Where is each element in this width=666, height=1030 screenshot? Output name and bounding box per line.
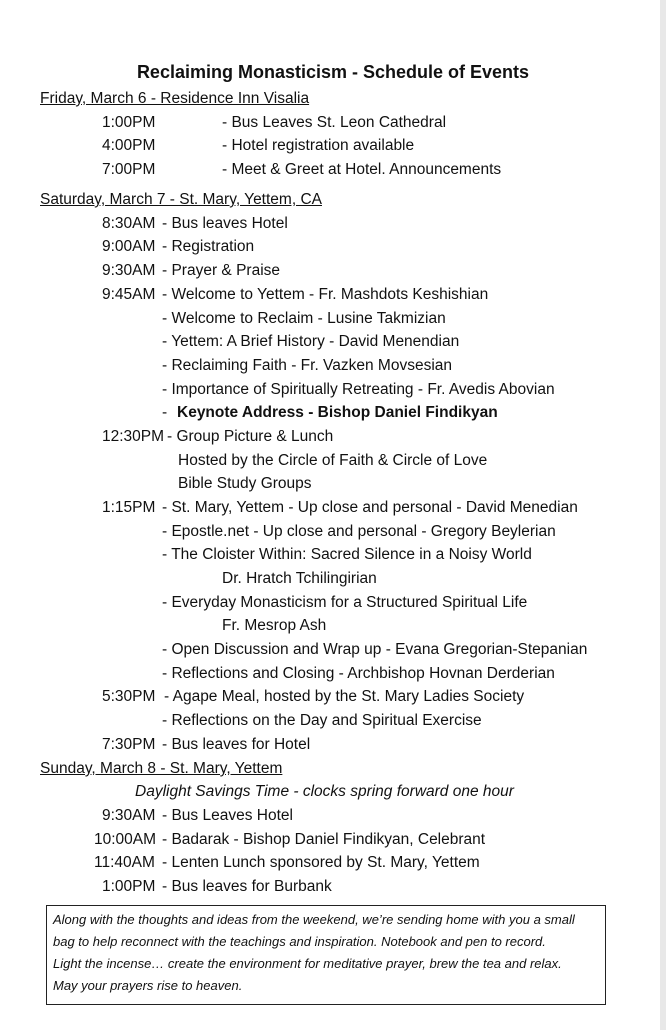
schedule-time: 11:40AM <box>94 854 155 871</box>
schedule-time: 1:00PM <box>102 878 156 895</box>
schedule-time: 10:00AM <box>94 831 157 848</box>
closing-note-line: Light the incense… create the environment for meditative prayer, brew the tea and relax. <box>53 956 562 971</box>
closing-note-line: May your prayers rise to heaven. <box>53 978 243 993</box>
schedule-time: 4:00PM <box>102 137 156 154</box>
schedule-event: - Group Picture & Lunch <box>167 428 334 445</box>
page-title: Reclaiming Monasticism - Schedule of Events <box>136 62 530 82</box>
schedule-event: - Welcome to Reclaim - Lusine Takmizian <box>162 310 446 327</box>
schedule-time: 9:30AM <box>102 262 156 279</box>
schedule-event: - St. Mary, Yettem - Up close and personal - David Menedian <box>162 499 578 516</box>
schedule-event: - Lenten Lunch sponsored by St. Mary, Yettem <box>162 854 480 871</box>
schedule-time: 9:00AM <box>102 238 156 255</box>
closing-note-box <box>46 905 606 1005</box>
schedule-time: 5:30PM <box>102 688 156 705</box>
schedule-event-detail: Hosted by the Circle of Faith & Circle of Love <box>178 452 488 469</box>
closing-note-line: bag to help reconnect with the teachings and inspiration. Notebook and pen to record. <box>53 934 546 949</box>
schedule-event: - Bus leaves Hotel <box>162 215 288 232</box>
schedule-event: - Bus leaves for Burbank <box>162 878 332 895</box>
schedule-event: - Agape Meal, hosted by the St. Mary Ladies Society <box>164 688 525 705</box>
schedule-event: - Importance of Spiritually Retreating - Fr. Avedis Abovian <box>162 381 555 398</box>
schedule-time: 9:30AM <box>102 807 156 824</box>
saturday-heading: Saturday, March 7 - St. Mary, Yettem, CA <box>40 191 322 208</box>
friday-heading: Friday, March 6 - Residence Inn Visalia <box>40 90 310 107</box>
schedule-time: 7:00PM <box>102 161 156 178</box>
schedule-event: - Hotel registration available <box>222 137 415 154</box>
schedule-event: - Prayer & Praise <box>162 262 281 279</box>
schedule-event: - Epostle.net - Up close and personal - Gregory Beylerian <box>162 523 556 540</box>
schedule-event: - Bus Leaves St. Leon Cathedral <box>222 114 447 131</box>
schedule-event: - Bus leaves for Hotel <box>162 736 311 753</box>
schedule-time: 7:30PM <box>102 736 156 753</box>
schedule-time: 12:30PM <box>102 428 165 445</box>
keynote-address: Keynote Address - Bishop Daniel Findikyan <box>177 404 498 421</box>
schedule-event: - Reflections on the Day and Spiritual Exercise <box>162 712 482 729</box>
schedule-event: - Everyday Monasticism for a Structured Spiritual Life <box>162 594 528 611</box>
schedule-event: - The Cloister Within: Sacred Silence in a Noisy World <box>162 546 532 563</box>
schedule-event: - Welcome to Yettem - Fr. Mashdots Keshishian <box>162 286 489 303</box>
schedule-event: - Open Discussion and Wrap up - Evana Gregorian-Stepanian <box>162 641 588 658</box>
schedule-event: - Meet & Greet at Hotel. Announcements <box>222 161 502 178</box>
schedule-event: - Registration <box>162 238 255 255</box>
schedule-time: 9:45AM <box>102 286 156 303</box>
schedule-event-detail: Bible Study Groups <box>178 475 312 492</box>
daylight-savings-note: Daylight Savings Time - clocks spring forward one hour <box>135 783 514 800</box>
closing-note-line: Along with the thoughts and ideas from the weekend, we’re sending home with you a small <box>53 912 575 927</box>
schedule-event: - Badarak - Bishop Daniel Findikyan, Celebrant <box>162 831 486 848</box>
sunday-heading: Sunday, March 8 - St. Mary, Yettem <box>40 760 283 777</box>
speaker-name: Fr. Mesrop Ash <box>222 617 327 634</box>
schedule-event: - Bus Leaves Hotel <box>162 807 293 824</box>
schedule-event: - Reflections and Closing - Archbishop Hovnan Derderian <box>162 665 555 682</box>
schedule-time: 8:30AM <box>102 215 156 232</box>
schedule-event: - Yettem: A Brief History - David Menendian <box>162 333 460 350</box>
speaker-name: Dr. Hratch Tchilingirian <box>222 570 377 587</box>
page-edge-divider <box>660 0 666 1030</box>
keynote-dash: - <box>162 404 168 421</box>
schedule-time: 1:15PM <box>102 499 156 516</box>
schedule-event: - Reclaiming Faith - Fr. Vazken Movsesian <box>162 357 453 374</box>
schedule-time: 1:00PM <box>102 114 156 131</box>
